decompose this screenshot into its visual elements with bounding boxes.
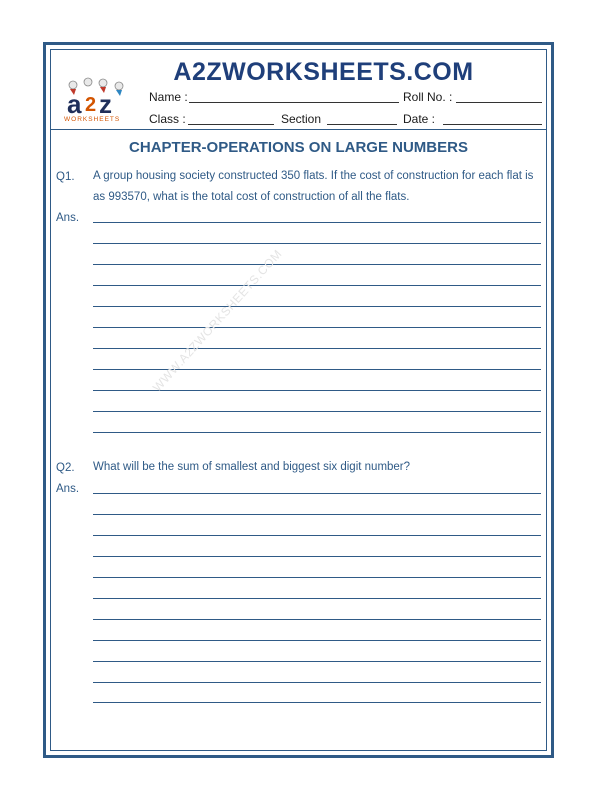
answer-line[interactable] [93, 264, 541, 265]
svg-text:a: a [67, 89, 82, 119]
answer-line[interactable] [93, 577, 541, 578]
date-field-line[interactable] [443, 124, 542, 125]
answer-line[interactable] [93, 369, 541, 370]
answer-line[interactable] [93, 661, 541, 662]
answer-line[interactable] [93, 702, 541, 703]
chapter-title: CHAPTER-OPERATIONS ON LARGE NUMBERS [129, 139, 468, 156]
svg-text:z: z [99, 89, 112, 119]
answer-line[interactable] [93, 598, 541, 599]
answer-line[interactable] [93, 411, 541, 412]
answer-line[interactable] [93, 535, 541, 536]
class-field-line[interactable] [188, 124, 274, 125]
answer-line[interactable] [93, 619, 541, 620]
question-1-text: A group housing society constructed 350 flats. If the cost of construction for each flat is as 993570, what is the total cost of construction of all the flats. [93, 170, 534, 203]
roll-no-field-line[interactable] [456, 102, 542, 103]
answer-line[interactable] [93, 514, 541, 515]
answer-line[interactable] [93, 556, 541, 557]
answer-line[interactable] [93, 327, 541, 328]
answer-1-label: Ans. [56, 212, 80, 224]
logo-text: WORKSHEETS [64, 116, 121, 123]
name-label: Name : [149, 90, 188, 104]
question-2-label: Q2. [56, 462, 75, 474]
svg-text:2: 2 [85, 94, 97, 116]
date-label: Date : [403, 112, 436, 126]
answer-line[interactable] [93, 222, 541, 223]
answer-line[interactable] [93, 493, 541, 494]
answer-line[interactable] [93, 640, 541, 641]
question-2-text: What will be the sum of smallest and biggest six digit number? [93, 461, 411, 473]
site-title: A2ZWORKSHEETS.COM [173, 58, 474, 86]
answer-line[interactable] [93, 306, 541, 307]
question-1-label: Q1. [56, 171, 75, 183]
roll-no-label: Roll No. : [403, 90, 453, 104]
answer-line[interactable] [93, 285, 541, 286]
answer-line[interactable] [93, 432, 541, 433]
section-label: Section [281, 112, 322, 126]
class-label: Class : [149, 112, 186, 126]
section-field-line[interactable] [327, 124, 397, 125]
answer-line[interactable] [93, 682, 541, 683]
answer-line[interactable] [93, 243, 541, 244]
worksheet-frame [43, 42, 554, 758]
watermark: WWW.A2ZWORKSHEETS.COM [150, 246, 285, 395]
answer-line[interactable] [93, 348, 541, 349]
header-divider [51, 129, 546, 130]
worksheet-inner-border [50, 49, 547, 751]
answer-2-label: Ans. [56, 483, 80, 495]
name-field-line[interactable] [189, 102, 399, 103]
